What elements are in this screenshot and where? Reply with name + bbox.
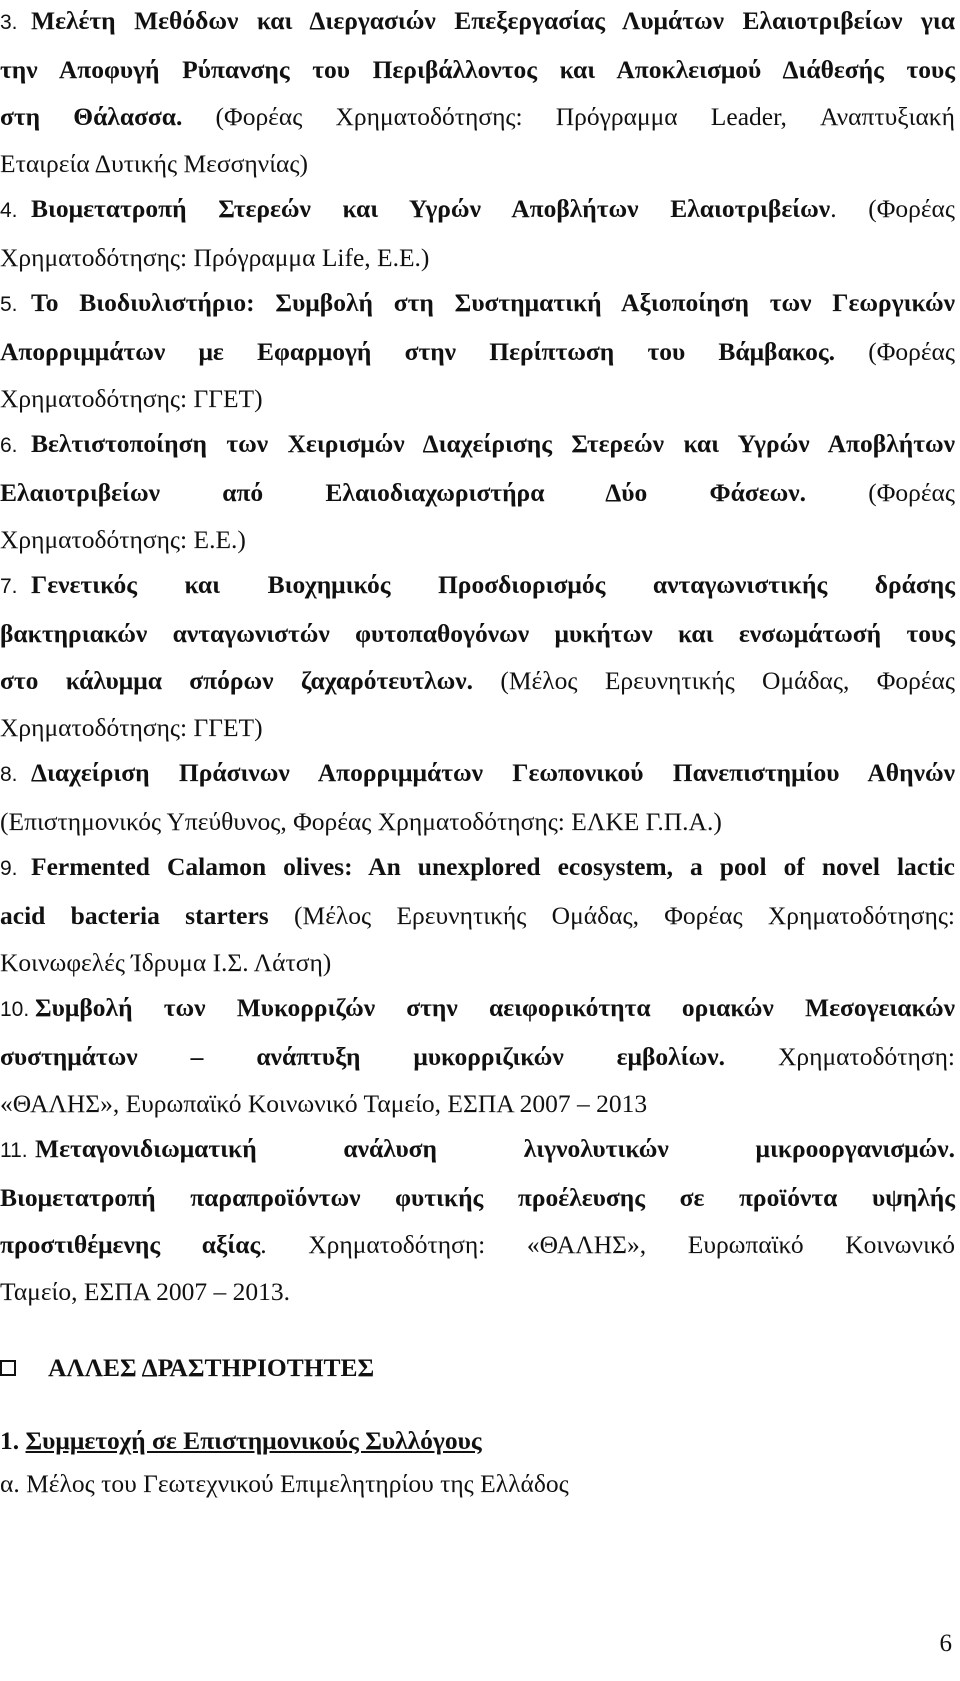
item-description: Χρηματοδότησης: ΓΓΕΤ) [0,713,263,742]
item-title: acid bacteria starters [0,901,269,930]
item-title: στο κάλυμμα σπόρων ζαχαρότευτλων. [0,666,474,695]
item-number: 8. [0,763,18,786]
section-heading-text: ΑΛΛΕΣ ΔΡΑΣΤΗΡΙΟΤΗΤΕΣ [48,1353,375,1382]
item-title: Διαχείριση Πράσινων Απορριμμάτων Γεωπονικού Πανεπιστημίου Αθηνών [31,758,955,787]
item-description: . Χρηματοδότηση: «ΘΑΛΗΣ», Ευρωπαϊκό Κοινωνικό [260,1230,955,1259]
item-description: (Φορέας [806,478,956,507]
item-description: Χρηματοδότησης: ΓΓΕΤ) [0,384,263,413]
item-number: 4. [0,199,18,222]
item-description: Κοινωφελές Ίδρυμα Ι.Σ. Λάτση) [0,948,332,977]
item-title: Μεταγονιδιωματική ανάλυση λιγνολυτικών μικροοργανισμών. [35,1134,955,1163]
list-item [0,561,955,751]
item-number: 9. [0,857,18,880]
item-description: «ΘΑΛΗΣ», Ευρωπαϊκό Κοινωνικό Ταμείο, ΕΣΠΑ 2007 – 2013 [0,1089,648,1118]
item-title: στη Θάλασσα. [0,102,183,131]
item-description: . (Φορέας [830,194,955,223]
list-item [0,0,955,187]
item-description: (Επιστημονικός Υπεύθυνος, Φορέας Χρηματοδότησης: ΕΛΚΕ Γ.Π.Α.) [0,807,722,836]
list-item [0,1125,955,1315]
section-heading [0,1352,374,1384]
item-description: Χρηματοδότησης: Πρόγραμμα Life, Ε.Ε.) [0,243,430,272]
item-description: (Μέλος Ερευνητικής Ομάδας, Φορέας [473,666,955,695]
item-title: την Αποφυγή Ρύπανσης του Περιβάλλοντος και Αποκλεισμού Διάθεσής τους [0,55,955,84]
sub-list-item: α. Μέλος του Γεωτεχνικού Επιμελητηρίου της Ελλάδος [0,1469,569,1498]
item-title: Μελέτη Μεθόδων και Διεργασιών Επεξεργασίας Λυμάτων Ελαιοτριβείων για [31,6,955,35]
item-description: Ταμείο, ΕΣΠΑ 2007 – 2013. [0,1277,291,1306]
item-title: προστιθέμενης αξίας [0,1230,261,1259]
list-item [0,185,955,281]
item-title: Συμβολή των Μυκορριζών στην αειφορικότητα οριακών Μεσογειακών [35,993,955,1022]
item-title: Το Βιοδιυλιστήριο: Συμβολή στη Συστηματική Αξιοποίηση των Γεωργικών [31,288,955,317]
item-number: 5. [0,293,18,316]
item-title: Βιομετατροπή Στερεών και Υγρών Αποβλήτων Ελαιοτριβείων [31,194,831,223]
item-number: 7. [0,575,18,598]
item-title: Γενετικός και Βιοχημικός Προσδιορισμός ανταγωνιστικής δράσης [31,570,955,599]
item-description: Εταιρεία Δυτικής Μεσσηνίας) [0,149,309,178]
list-item [0,420,955,563]
item-title: συστημάτων – ανάπτυξη μυκορριζικών εμβολίων. [0,1042,726,1071]
subheading [0,1425,482,1457]
item-description: Χρηματοδότησης: Ε.Ε.) [0,525,246,554]
item-title: Απορριμμάτων με Εφαρμογή στην Περίπτωση του Βάμβακος. [0,337,836,366]
item-description: Χρηματοδότηση: [725,1042,955,1071]
item-description: (Μέλος Ερευνητικής Ομάδας, Φορέας Χρηματοδότησης: [268,901,955,930]
item-number: 6. [0,434,18,457]
item-description: (Φορέας [835,337,955,366]
subheading-number: 1. [0,1426,20,1455]
item-title: Βιομετατροπή παραπροϊόντων φυτικής προέλευσης σε προϊόντα υψηλής [0,1183,955,1212]
list-item [0,843,955,986]
item-number: 11. [0,1139,28,1162]
list-item [0,749,955,845]
item-number: 3. [0,11,18,34]
page-number: 6 [939,1630,952,1657]
subheading-text: Συμμετοχή σε Επιστημονικούς Συλλόγους [25,1426,482,1455]
item-title: βακτηριακών ανταγωνιστών φυτοπαθογόνων μυκήτων και ενσωμάτωσή τους [0,619,955,648]
checkbox-bullet-icon [0,1360,16,1376]
item-number: 10. [0,998,30,1021]
item-title: Fermented Calamon olives: An unexplored ecosystem, a pool of novel lactic [31,852,955,881]
item-title: Ελαιοτριβείων από Ελαιοδιαχωριστήρα Δύο Φάσεων. [0,478,806,507]
list-item [0,279,955,422]
item-title: Βελτιστοποίηση των Χειρισμών Διαχείρισης Στερεών και Υγρών Αποβλήτων [31,429,955,458]
item-description: (Φορέας Χρηματοδότησης: Πρόγραμμα Leader, Αναπτυξιακή [182,102,955,131]
list-item [0,984,955,1127]
